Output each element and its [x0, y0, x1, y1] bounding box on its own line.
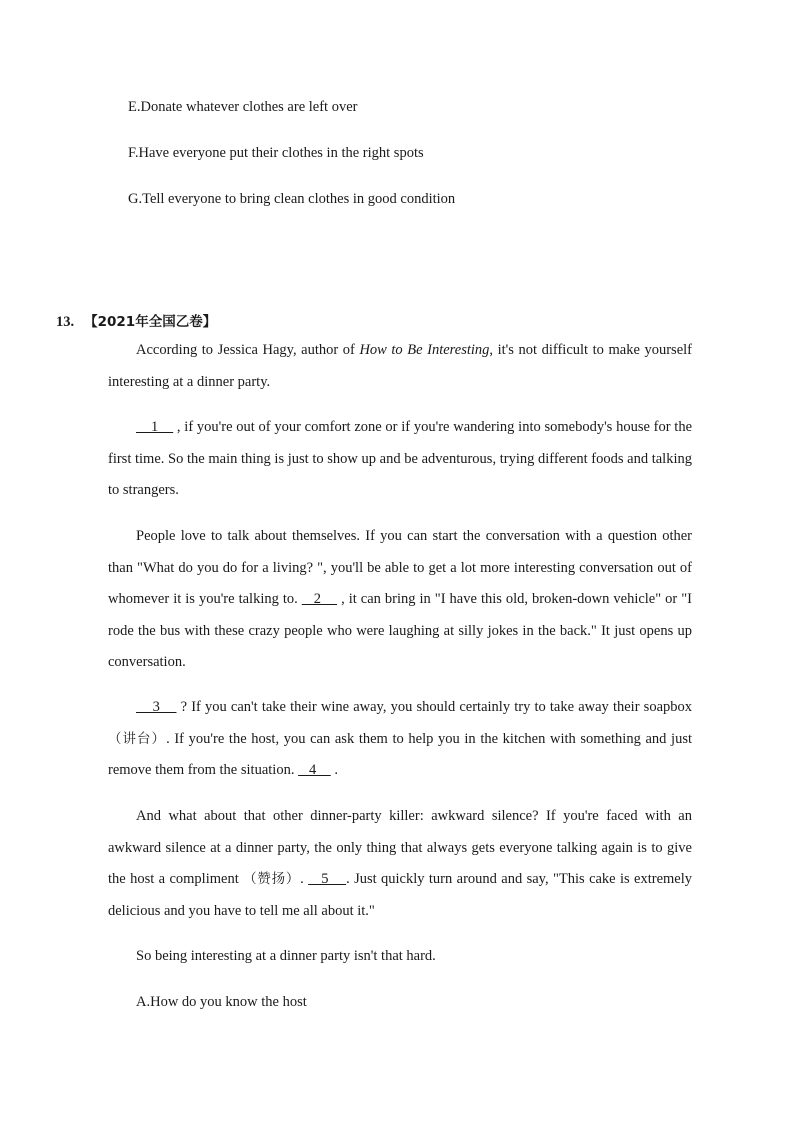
- blank-2: 2: [301, 591, 338, 607]
- book-title: How to Be Interesting: [359, 342, 490, 358]
- question-source: 【2021年全国乙卷】: [84, 314, 217, 330]
- paragraph-1: According to Jessica Hagy, author of How to Be Interesting, it's not difficult to make yourself interesting at a dinner party.: [108, 342, 692, 390]
- option-e: E.Donate whatever clothes are left over: [128, 99, 358, 115]
- blank-3: 3: [136, 699, 177, 715]
- paragraph-3: People love to talk about themselves. If you can start the conversation with a question other than "What do you do for a living? ", you'll be able to get a lot more interesting conversation out of whomever it is you're talking to. 2 , it can bring in "I have this old, broken-down vehicle" or "I rode the bus with these crazy people who were laughing at silly jokes in the back." It just opens up conversation.: [108, 528, 693, 670]
- question-header: [56, 312, 216, 332]
- paragraph-4: 3 ? If you can't take their wine away, you should certainly try to take away their soapbox（讲台）. If you're the host, you can ask them to help you in the kitchen with something and just remove them from the situation. 4 .: [108, 699, 693, 778]
- option-f: F.Have everyone put their clothes in the right spots: [128, 145, 424, 161]
- blank-4: 4: [298, 762, 331, 778]
- paragraph-5: And what about that other dinner-party killer: awkward silence? If you're faced with an awkward silence at a dinner party, the only thing that always gets everyone talking again is to give the host a compliment （赞扬）. 5 . Just quickly turn around and say, "This cake is extremely delicious and you have to tell me all about it.": [108, 808, 693, 919]
- blank-1: 1: [136, 419, 174, 435]
- blank-5: 5: [308, 871, 347, 887]
- paragraph-2: 1 , if you're out of your comfort zone or if you're wandering into somebody's house for the first time. So the main thing is just to show up and be adventurous, trying different foods and talking to strangers.: [108, 419, 692, 498]
- paragraph-6: So being interesting at a dinner party isn't that hard.: [136, 948, 436, 964]
- option-a: A.How do you know the host: [136, 994, 307, 1010]
- question-number: 13.: [56, 314, 75, 330]
- option-g: G.Tell everyone to bring clean clothes in good condition: [128, 191, 456, 207]
